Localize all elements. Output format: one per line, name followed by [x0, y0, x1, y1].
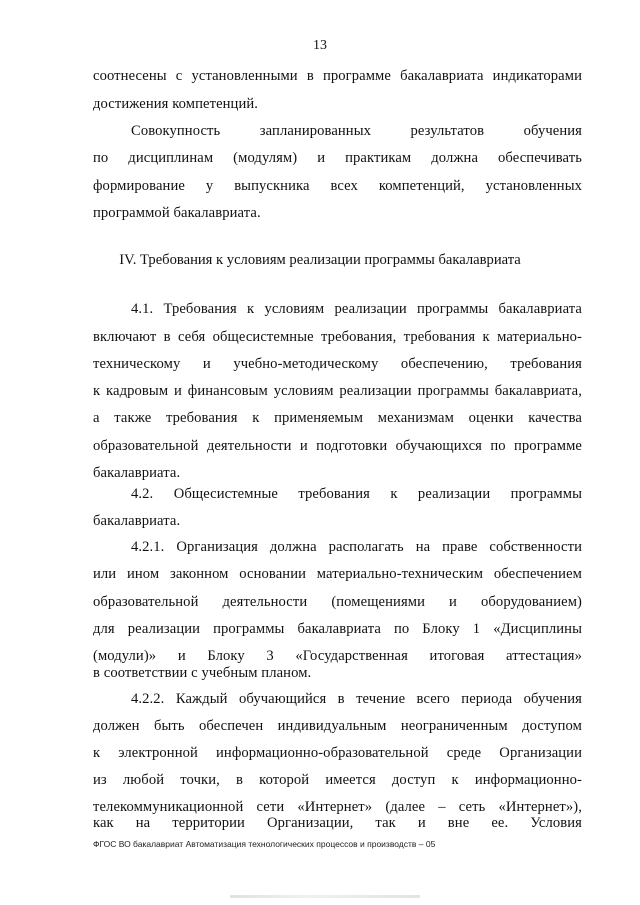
- paragraph-line: Совокупность запланированных результатов обучения: [131, 123, 582, 139]
- paragraph-line: техническому и учебно-методическому обеспечению, требования: [93, 356, 582, 372]
- paragraph-line: как на территории Организации, так и вне ее. Условия: [93, 815, 582, 831]
- scan-artifact: [230, 895, 420, 898]
- paragraph-line: включают в себя общесистемные требования, требования к материально-: [93, 329, 582, 345]
- paragraph-line: образовательной деятельности и подготовки обучающихся по программе: [93, 438, 582, 454]
- paragraph-line: а также требования к применяемым механизмам оценки качества: [93, 410, 582, 426]
- paragraph-line: в соответствии с учебным планом.: [93, 665, 312, 681]
- paragraph-line: должен быть обеспечен индивидуальным неограниченным доступом: [93, 718, 582, 734]
- paragraph-line: достижения компетенций.: [93, 96, 259, 112]
- document-footer: ФГОС ВО бакалавриат Автоматизация технологических процессов и производств – 05: [93, 839, 436, 849]
- paragraph-line: из любой точки, в которой имеется доступ к информационно-: [93, 772, 582, 788]
- paragraph-line: по дисциплинам (модулям) и практикам должна обеспечивать: [93, 150, 582, 166]
- paragraph-line: 4.1. Требования к условиям реализации программы бакалавриата: [131, 301, 582, 317]
- paragraph-line: образовательной деятельности (помещениями и оборудованием): [93, 594, 582, 610]
- paragraph-line: к электронной информационно-образовательной среде Организации: [93, 745, 582, 761]
- paragraph-line: программой бакалавриата.: [93, 205, 261, 221]
- paragraph-line: формирование у выпускника всех компетенций, установленных: [93, 178, 582, 194]
- paragraph-line: бакалавриата.: [93, 465, 181, 481]
- paragraph-line: (модули)» и Блоку 3 «Государственная итоговая аттестация»: [93, 648, 582, 664]
- paragraph-line: 4.2.2. Каждый обучающийся в течение всего периода обучения: [131, 691, 582, 707]
- paragraph-line: 4.2.1. Организация должна располагать на праве собственности: [131, 539, 582, 555]
- paragraph-line: или ином законном основании материально-техническим обеспечением: [93, 566, 582, 582]
- paragraph-line: бакалавриата.: [93, 513, 181, 529]
- paragraph-line: 4.2. Общесистемные требования к реализации программы: [131, 486, 582, 502]
- section-heading: IV. Требования к условиям реализации программы бакалавриата: [119, 252, 521, 268]
- paragraph-line: для реализации программы бакалавриата по Блоку 1 «Дисциплины: [93, 621, 582, 637]
- paragraph-line: к кадровым и финансовым условиям реализации программы бакалавриата,: [93, 383, 582, 399]
- paragraph-line: соотнесены с установленными в программе бакалавриата индикаторами: [93, 68, 582, 84]
- page-number: 13: [313, 38, 327, 53]
- paragraph-line: телекоммуникационной сети «Интернет» (далее – сеть «Интернет»),: [93, 799, 582, 815]
